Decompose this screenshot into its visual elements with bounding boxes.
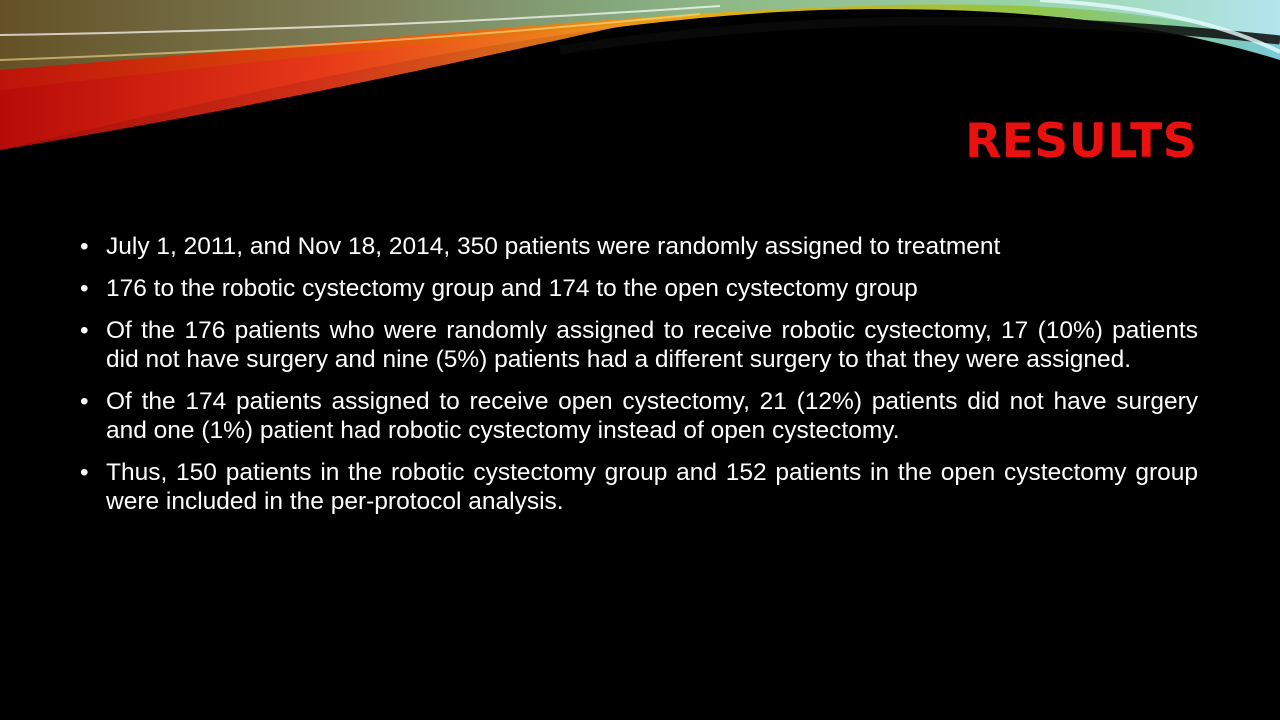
bullet-text: Of the 176 patients who were randomly assigned to receive robotic cystectomy, 17 (10%) patients did not have surgery and nine (5%) patients had a different surgery to that they were assigned.: [106, 317, 1198, 373]
bullet-item: [80, 458, 1198, 516]
slide-title: RESULTS: [965, 114, 1197, 169]
bullet-item: [80, 232, 1198, 261]
bullet-text: 176 to the robotic cystectomy group and 174 to the open cystectomy group: [106, 275, 918, 302]
bullet-icon: •: [80, 317, 89, 344]
bullet-icon: •: [80, 388, 89, 415]
bullet-icon: •: [80, 275, 89, 302]
bullet-icon: •: [80, 233, 89, 260]
bullet-item: [80, 274, 1198, 303]
bullet-list: [80, 232, 1198, 529]
bullet-text: Thus, 150 patients in the robotic cystectomy group and 152 patients in the open cystectomy group were included in the per-protocol analysis.: [106, 459, 1198, 515]
bullet-text: July 1, 2011, and Nov 18, 2014, 350 patients were randomly assigned to treatment: [106, 233, 1001, 260]
bullet-icon: •: [80, 459, 89, 486]
bullet-text: Of the 174 patients assigned to receive open cystectomy, 21 (12%) patients did not have surgery and one (1%) patient had robotic cystectomy instead of open cystectomy.: [106, 388, 1198, 444]
bullet-item: [80, 316, 1198, 374]
bullet-item: [80, 387, 1198, 445]
